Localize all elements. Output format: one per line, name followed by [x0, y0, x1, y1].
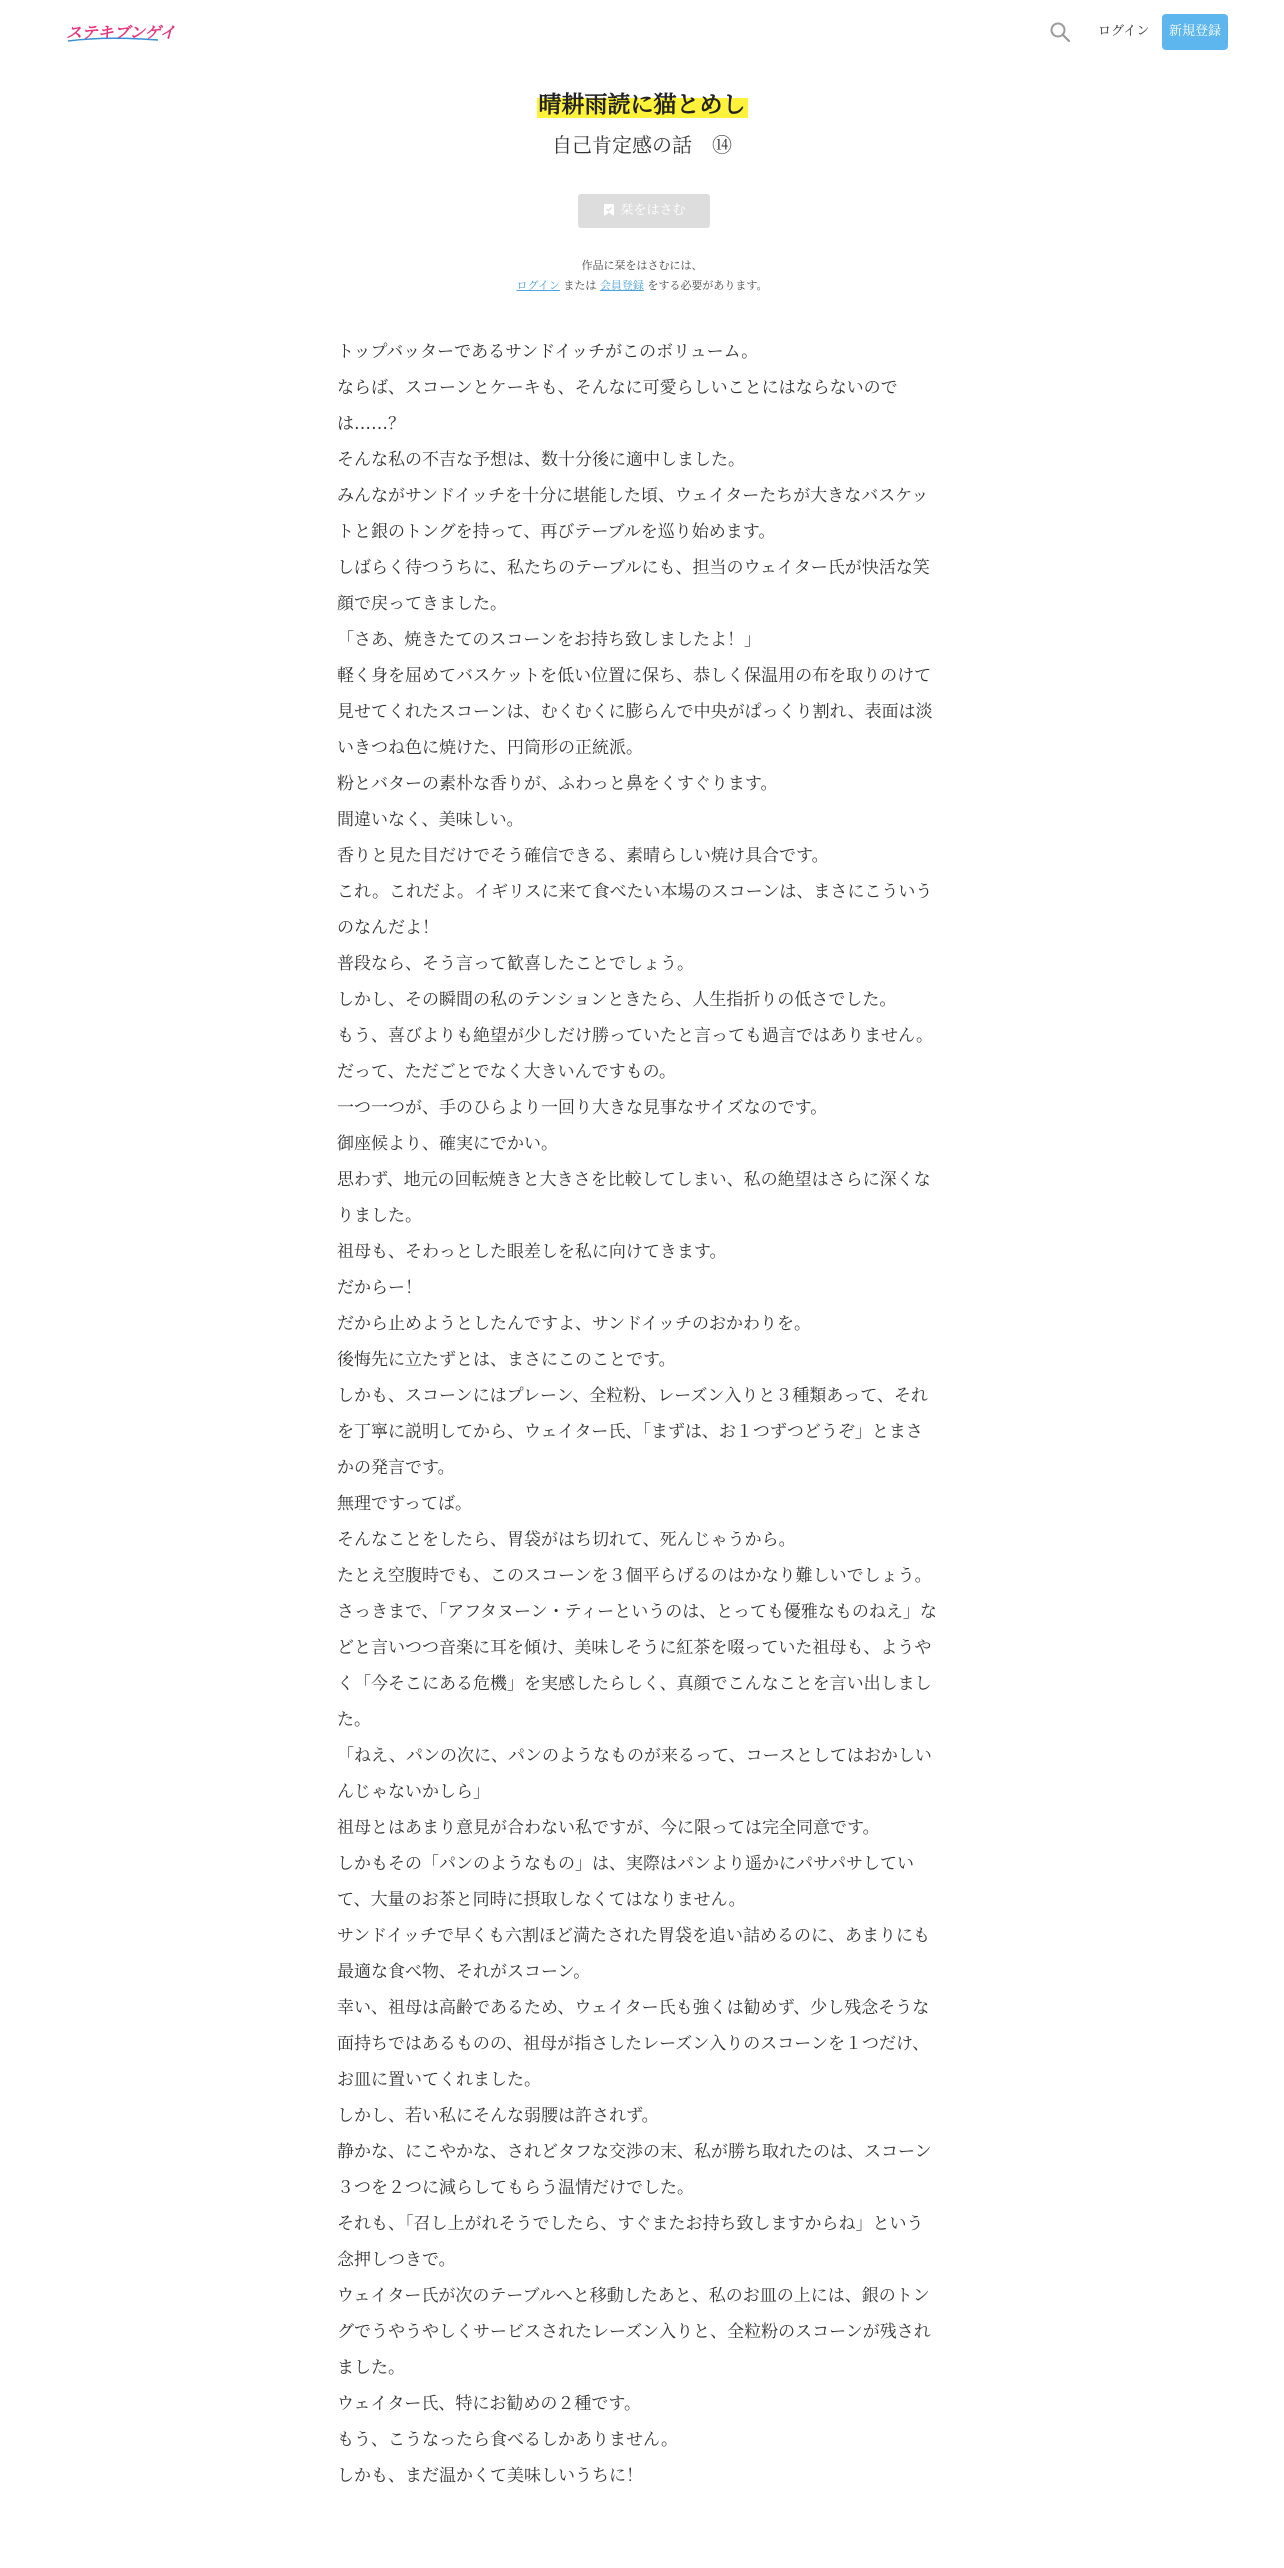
- notice-login-link[interactable]: ログイン: [516, 279, 560, 292]
- logo-text: ステキブンゲイ: [66, 23, 176, 42]
- body-paragraph: だからー！: [337, 1278, 422, 1298]
- body-paragraph: 普段なら、そう言って歓喜したことでしょう。: [337, 954, 694, 974]
- body-paragraph: しかも、スコーンにはプレーン、全粒粉、レーズン入りと３種類あって、それを丁寧に説明してから、ウェイター氏、「まずは、お１つずつどうぞ」とまさかの発言です。: [337, 1386, 928, 1478]
- body-paragraph: 間違いなく、美味しい。: [337, 810, 524, 830]
- body-paragraph: しかし、その瞬間の私のテンションときたら、人生指折りの低さでした。: [337, 990, 897, 1010]
- notice-register-link[interactable]: 会員登録: [599, 279, 644, 292]
- bookmark-notice: [0, 256, 1284, 296]
- episode-title: 自己肯定感の話 ⑭: [552, 133, 732, 157]
- search-icon[interactable]: [1048, 20, 1072, 44]
- body-paragraph: ウェイター氏が次のテーブルへと移動したあと、私のお皿の上には、銀のトングでうやうやしくサービスされたレーズン入りと、全粒粉のスコーンが残されました。: [337, 2286, 931, 2378]
- body-paragraph: 「ねえ、パンの次に、パンのようなものが来るって、コースとしてはおかしいんじゃないかしら」: [337, 1746, 932, 1802]
- body-paragraph: みんながサンドイッチを十分に堪能した頃、ウェイターたちが大きなバスケットと銀のトングを持って、再びテーブルを巡り始めます。: [337, 486, 929, 542]
- body-paragraph: これ。これだよ。イギリスに来て食べたい本場のスコーンは、まさにこういうのなんだよ！: [337, 882, 933, 938]
- body-paragraph: しかもその「パンのようなもの」は、実際はパンより遥かにパサパサしていて、大量のお茶と同時に摂取しなくてはなりません。: [337, 1854, 914, 1910]
- body-paragraph: さっきまで、「アフタヌーン・ティーというのは、とっても優雅なものねえ」などと言いつつ音楽に耳を傾け、美味しそうに紅茶を啜っていた祖母も、ようやく「今そこにある危機」を実感したらしく、真顔でこんなことを言い出しました。: [337, 1602, 937, 1730]
- body-paragraph: そんなことをしたら、胃袋がはち切れて、死んじゃうから。: [337, 1530, 796, 1550]
- body-paragraph: 粉とバターの素朴な香りが、ふわっと鼻をくすぐります。: [337, 774, 778, 794]
- body-paragraph: たとえ空腹時でも、このスコーンを３個平らげるのはかなり難しいでしょう。: [337, 1566, 932, 1586]
- body-paragraph: もう、喜びよりも絶望が少しだけ勝っていたと言っても過言ではありません。: [337, 1026, 934, 1046]
- bookmark-label: 栞をはさむ: [620, 203, 686, 218]
- work-title[interactable]: 晴耕雨読に猫とめし: [537, 88, 748, 122]
- body-paragraph: 静かな、にこやかな、されどタフな交渉の末、私が勝ち取れたのは、スコーン３つを２つに減らしてもらう温情だけでした。: [337, 2142, 932, 2198]
- body-paragraph: ウェイター氏、特にお勧めの２種です。: [337, 2394, 641, 2414]
- body-paragraph: 無理ですってば。: [337, 1494, 472, 1514]
- body-paragraph: トップバッターであるサンドイッチがこのボリューム。: [337, 342, 759, 362]
- body-paragraph: 御座候より、確実にでかい。: [337, 1134, 558, 1154]
- notice-suffix: をする必要があります。: [643, 279, 768, 292]
- episode-body: [337, 334, 937, 2494]
- body-paragraph: 軽く身を屈めてバスケットを低い位置に保ち、恭しく保温用の布を取りのけて見せてくれたスコーンは、むくむくに膨らんで中央がぱっくり割れ、表面は淡いきつね色に焼けた、円筒形の正統派。: [337, 666, 933, 758]
- body-paragraph: だって、ただごとでなく大きいんですもの。: [337, 1062, 676, 1082]
- site-logo[interactable]: [66, 18, 176, 44]
- body-paragraph: 祖母も、そわっとした眼差しを私に向けてきます。: [337, 1242, 727, 1262]
- body-paragraph: そんな私の不吉な予想は、数十分後に適中しました。: [337, 450, 745, 470]
- body-paragraph: もう、こうなったら食べるしかありません。: [337, 2430, 679, 2450]
- body-paragraph: だから止めようとしたんですよ、サンドイッチのおかわりを。: [337, 1314, 811, 1334]
- notice-or: または: [559, 279, 600, 292]
- signup-button[interactable]: 新規登録: [1162, 14, 1228, 50]
- notice-line2: [0, 276, 1284, 296]
- body-paragraph: 幸い、祖母は高齢であるため、ウェイター氏も強くは勧めず、少し残念そうな面持ちではあるものの、祖母が指さしたレーズン入りのスコーンを１つだけ、お皿に置いてくれました。: [337, 1998, 930, 2090]
- body-paragraph: 思わず、地元の回転焼きと大きさを比較してしまい、私の絶望はさらに深くなりました。: [337, 1170, 931, 1226]
- bookmark-icon: [602, 197, 616, 231]
- work-title-wrap: [0, 88, 1284, 122]
- body-paragraph: しかも、まだ温かくて美味しいうちに！: [337, 2466, 643, 2486]
- body-paragraph: 祖母とはあまり意見が合わない私ですが、今に限っては完全同意です。: [337, 1818, 880, 1838]
- body-paragraph: 後悔先に立たずとは、まさにこのことです。: [337, 1350, 676, 1370]
- body-paragraph: しばらく待つうちに、私たちのテーブルにも、担当のウェイター氏が快活な笑顔で戻ってきました。: [337, 558, 930, 614]
- notice-line1: 作品に栞をはさむには、: [581, 259, 703, 272]
- body-paragraph: ならば、スコーンとケーキも、そんなに可愛らしいことにはならないのでは……？: [337, 378, 898, 434]
- body-paragraph: それも、「召し上がれそうでしたら、すぐまたお持ち致しますからね」という念押しつきで。: [337, 2214, 924, 2270]
- body-paragraph: 一つ一つが、手のひらより一回り大きな見事なサイズなのです。: [337, 1098, 828, 1118]
- body-paragraph: しかし、若い私にそんな弱腰は許されず。: [337, 2106, 659, 2126]
- body-paragraph: 「さあ、焼きたてのスコーンをお持ち致しましたよ！」: [337, 630, 761, 650]
- login-link[interactable]: ログイン: [1098, 24, 1150, 39]
- site-header: [0, 0, 1284, 64]
- body-paragraph: サンドイッチで早くも六割ほど満たされた胃袋を追い詰めるのに、あまりにも最適な食べ物、それがスコーン。: [337, 1926, 930, 1982]
- body-paragraph: 香りと見た目だけでそう確信できる、素晴らしい焼け具合です。: [337, 846, 829, 866]
- bookmark-button[interactable]: [578, 194, 710, 228]
